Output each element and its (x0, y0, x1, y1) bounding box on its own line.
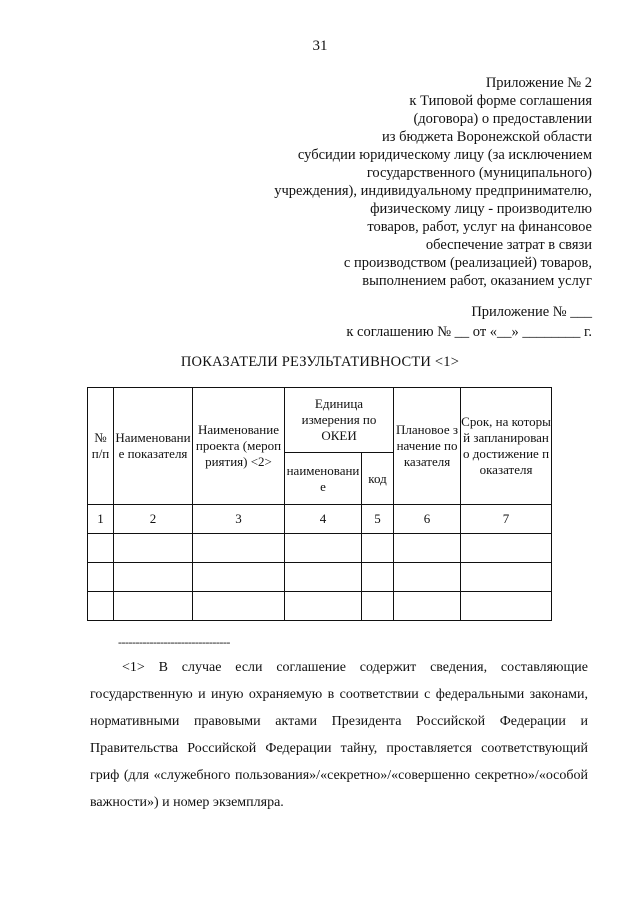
table-cell (461, 563, 552, 592)
appendix-line: к Типовой форме соглашения (409, 93, 592, 109)
table-cell (193, 534, 285, 563)
table-cell (285, 592, 362, 621)
appendix-header (172, 74, 592, 290)
appendix-line: обеспечение затрат в связи (425, 237, 592, 253)
header-num: № п/п (88, 388, 114, 505)
table-cell (394, 592, 461, 621)
table-row (88, 563, 552, 592)
table-cell (88, 563, 114, 592)
table-row (88, 592, 552, 621)
appendix-line: субсидии юридическому лицу (за исключением (297, 147, 592, 163)
appendix-line: с производством (реализацией) товаров, (343, 255, 592, 271)
table-cell (362, 534, 394, 563)
table-cell (285, 534, 362, 563)
table-cell (193, 563, 285, 592)
footnote-separator: -------------------------------- (118, 635, 230, 649)
column-number: 4 (285, 505, 362, 534)
header-deadline: Срок, на который запланировано достижение показателя (461, 388, 552, 505)
annex-number: Приложение № ___ (471, 304, 592, 320)
table-cell (362, 592, 394, 621)
table-cell (461, 592, 552, 621)
column-number: 5 (362, 505, 394, 534)
header-unit-name: наименование (285, 453, 362, 505)
agreement-reference: к соглашению № __ от «__» ________ г. (346, 324, 592, 340)
table-cell (193, 592, 285, 621)
appendix-line: из бюджета Воронежской области (381, 129, 592, 145)
header-row (88, 388, 552, 453)
footnote-text: <1> В случае если соглашение содержит сведения, составляющие государственную и иную охраняемую в соответствии с федеральными законами, нормативными правовыми актами Президента Российской Федерации и Правительства Российской Федерации тайну, проставляется соответствующий гриф (для «служебного пользования»/«секретно»/«совершенно секретно»/«особой важности») и номер экземпляра. (90, 660, 588, 810)
column-numbers-row (88, 505, 552, 534)
page-number: 31 (312, 38, 328, 54)
appendix-line: Приложение № 2 (485, 75, 592, 91)
indicators-table (87, 387, 552, 621)
table-cell (114, 563, 193, 592)
header-indicator-name: Наименование показателя (114, 388, 193, 505)
table-cell (461, 534, 552, 563)
table-cell (285, 563, 362, 592)
table-title: ПОКАЗАТЕЛИ РЕЗУЛЬТАТИВНОСТИ <1> (180, 354, 460, 370)
table-cell (88, 534, 114, 563)
table-cell (88, 592, 114, 621)
appendix-line: физическому лицу - производителю (370, 201, 592, 217)
header-project-name: Наименование проекта (мероприятия) <2> (193, 388, 285, 505)
appendix-line: выполнением работ, оказанием услуг (362, 273, 592, 289)
column-number: 7 (461, 505, 552, 534)
appendix-line: государственного (муниципального) (366, 165, 592, 181)
column-number: 1 (88, 505, 114, 534)
column-number: 2 (114, 505, 193, 534)
table-cell (362, 563, 394, 592)
header-unit-group: Единица измерения по ОКЕИ (285, 388, 394, 453)
column-number: 3 (193, 505, 285, 534)
table-cell (394, 534, 461, 563)
table-cell (394, 563, 461, 592)
appendix-line: (договора) о предоставлении (413, 111, 592, 127)
table-row (88, 534, 552, 563)
column-number: 6 (394, 505, 461, 534)
appendix-line: товаров, работ, услуг на финансовое (367, 219, 592, 235)
table-cell (114, 592, 193, 621)
table-cell (114, 534, 193, 563)
header-unit-code: код (362, 453, 394, 505)
header-planned-value: Плановое значение показателя (394, 388, 461, 505)
annex-reference (172, 302, 592, 342)
appendix-line: учреждения), индивидуальному предпринимателю, (274, 183, 592, 199)
